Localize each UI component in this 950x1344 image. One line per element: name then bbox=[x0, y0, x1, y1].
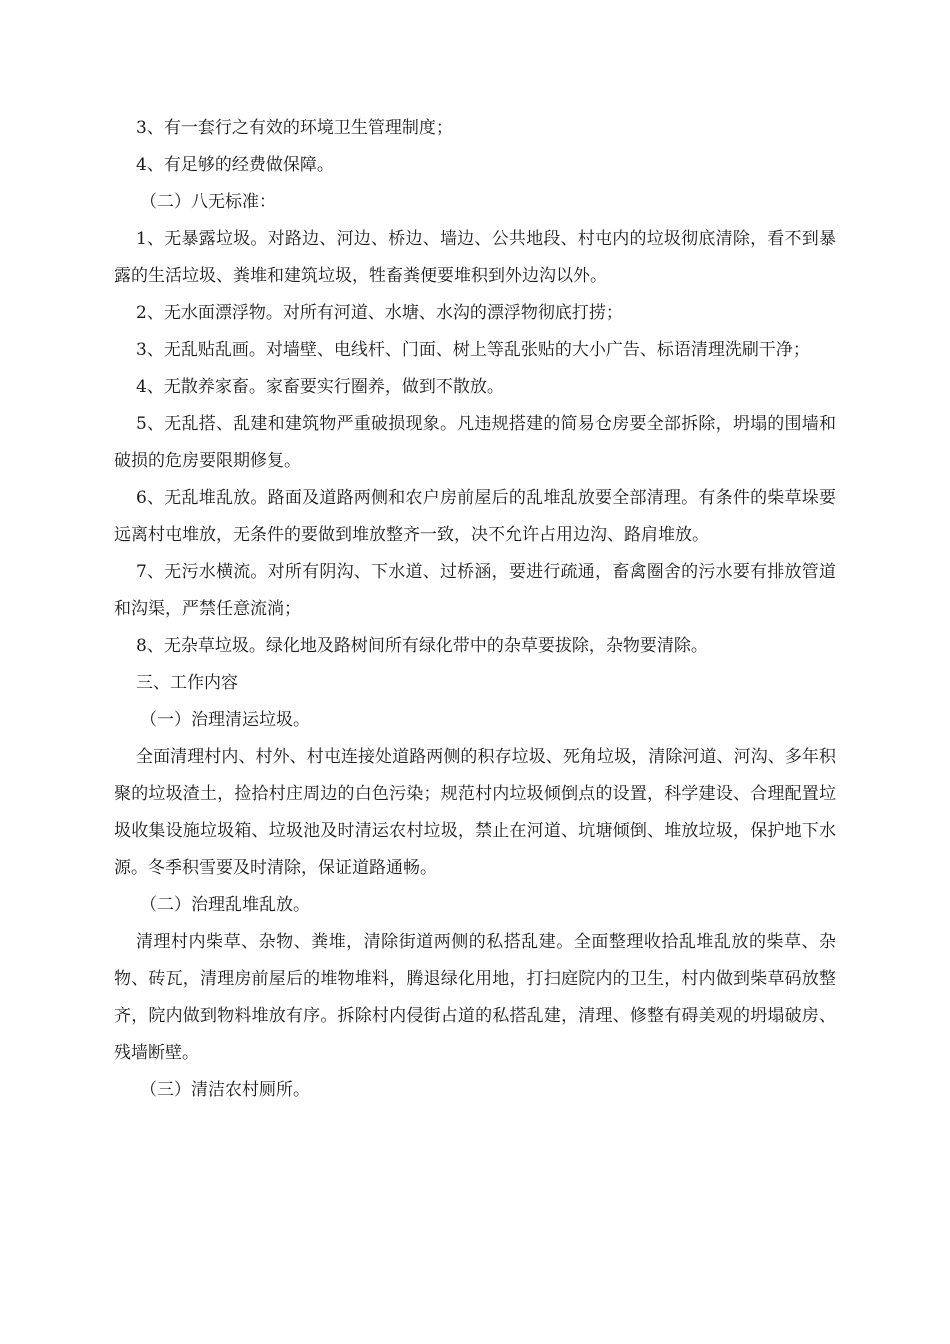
paragraph: 3、无乱贴乱画。对墙壁、电线杆、门面、树上等乱张贴的大小广告、标语清理洗刷干净； bbox=[136, 340, 810, 360]
document-body bbox=[114, 110, 836, 1109]
section-heading: 三、工作内容 bbox=[136, 673, 238, 693]
paragraph: 4、有足够的经费做保障。 bbox=[136, 155, 334, 175]
paragraph: 2、无水面漂浮物。对所有河道、水塘、水沟的漂浮物彻底打捞； bbox=[136, 303, 623, 323]
paragraph: 6、无乱堆乱放。路面及道路两侧和农户房前屋后的乱堆乱放要全部清理。有条件的柴草垛要远离村屯堆放，无条件的要做到堆放整齐一致，决不允许占用边沟、路肩堆放。 bbox=[114, 488, 836, 545]
section-heading: （二）八无标准： bbox=[140, 192, 276, 212]
paragraph: 清理村内柴草、杂物、粪堆，清除街道两侧的私搭乱建。全面整理收拾乱堆乱放的柴草、杂物、砖瓦，清理房前屋后的堆物堆料，腾退绿化用地，打扫庭院内的卫生，村内做到柴草码放整齐，院内做到物料堆放有序。拆除村内侵街占道的私搭乱建，清理、修整有碍美观的坍塌破房、残墙断壁。 bbox=[114, 932, 836, 1063]
paragraph: 5、无乱搭、乱建和建筑物严重破损现象。凡违规搭建的简易仓房要全部拆除，坍塌的围墙和破损的危房要限期修复。 bbox=[114, 414, 836, 471]
paragraph: 1、无暴露垃圾。对路边、河边、桥边、墙边、公共地段、村屯内的垃圾彻底清除，看不到暴露的生活垃圾、粪堆和建筑垃圾，牲畜粪便要堆积到外边沟以外。 bbox=[114, 229, 836, 286]
section-heading: （一）治理清运垃圾。 bbox=[140, 710, 310, 730]
section-heading: （二）治理乱堆乱放。 bbox=[140, 895, 310, 915]
paragraph: 全面清理村内、村外、村屯连接处道路两侧的积存垃圾、死角垃圾，清除河道、河沟、多年积聚的垃圾渣土，捡拾村庄周边的白色污染；规范村内垃圾倾倒点的设置，科学建设、合理配置垃圾收集设施垃圾箱、垃圾池及时清运农村垃圾，禁止在河道、坑塘倾倒、堆放垃圾，保护地下水源。冬季积雪要及时清除，保证道路通畅。 bbox=[114, 747, 836, 878]
paragraph: 4、无散养家畜。家畜要实行圈养，做到不散放。 bbox=[136, 377, 504, 397]
paragraph: 3、有一套行之有效的环境卫生管理制度； bbox=[136, 118, 453, 138]
paragraph: 7、无污水横流。对所有阴沟、下水道、过桥涵，要进行疏通，畜禽圈舍的污水要有排放管道和沟渠，严禁任意流淌； bbox=[114, 562, 836, 619]
paragraph: 8、无杂草垃圾。绿化地及路树间所有绿化带中的杂草要拔除，杂物要清除。 bbox=[136, 636, 708, 656]
section-heading: （三）清洁农村厕所。 bbox=[140, 1080, 310, 1100]
